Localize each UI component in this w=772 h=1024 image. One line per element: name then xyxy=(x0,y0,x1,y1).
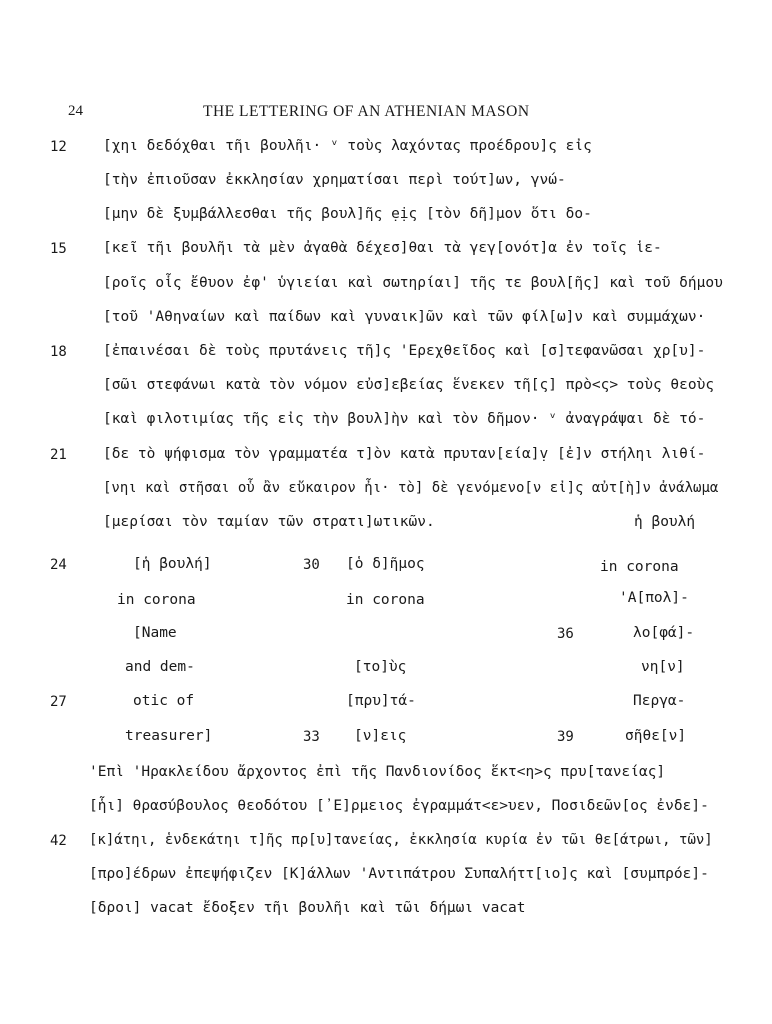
inscription-line: [καὶ φιλοτιμίας τῆς εἰς τὴν βουλ]ὴν καὶ τὸν δῆμον· ᵛ ἀναγράψαι δὲ τό- xyxy=(103,411,706,427)
crown-text: νη[ν] xyxy=(641,659,685,675)
crown-text: σῆθε[ν] xyxy=(625,728,687,744)
inscription-line: [δροι] vacat ἔδοξεν τῆι βουλῆι καὶ τῶι δήμωι vacat xyxy=(89,900,526,916)
closing-label: ἡ βουλή xyxy=(634,514,696,530)
line-number: 33 xyxy=(303,729,320,745)
crown-text: in corona xyxy=(117,592,196,608)
crown-text: [ν]εις xyxy=(354,728,407,744)
crown-text: [Name xyxy=(133,625,177,641)
page-number: 24 xyxy=(68,103,83,119)
inscription-line: [σῶι στεφάνωι κατὰ τὸν νόμον εὐσ]εβείας ἕνεκεν τῆ[ς] πρὸ<ς> τοὺς θεοὺς xyxy=(103,377,715,393)
crown-text: and dem- xyxy=(125,659,195,675)
inscription-line: [ἧι] θρασύβουλος θεοδότου [᾿Ε]ρμειος ἐγραμμάτ<ε>υεν, Ποσιδεῶν[ος ἐνδε]- xyxy=(89,798,709,814)
line-number: 36 xyxy=(557,626,574,642)
inscription-line: [μερίσαι τὸν ταμίαν τῶν στρατι]ωτικῶν. xyxy=(103,514,435,530)
line-number: 18 xyxy=(50,344,67,360)
line-number: 15 xyxy=(50,241,67,257)
inscription-line: [χηι δεδόχθαι τῆι βουλῆι· ᵛ τοὺς λαχόντας προέδρου]ς εἰς xyxy=(103,138,592,154)
crown-text: 'Α[πολ]- xyxy=(619,590,689,606)
line-number: 27 xyxy=(50,694,67,710)
inscription-line: [ροῖς οἷς ἔθυον ἐφ' ὑγιείαι καὶ σωτηρίαι] τῆς τε βουλ[ῆς] καὶ τοῦ δήμου xyxy=(103,275,723,291)
crown-text: λο[φά]- xyxy=(633,625,695,641)
inscription-line: [τὴν ἐπιοῦσαν ἐκκλησίαν χρηματίσαι περὶ τούτ]ων, γνώ- xyxy=(103,172,566,188)
line-number: 21 xyxy=(50,447,67,463)
inscription-line: 'Επὶ 'Ηρακλείδου ἄρχοντος ἐπὶ τῆς Πανδιονίδος ἕκτ<η>ς πρυ[τανείας] xyxy=(89,764,666,780)
crown-text: [πρυ]τά- xyxy=(346,693,416,709)
crown-text: Περγα- xyxy=(633,693,686,709)
crown-text: [ἡ βουλή] xyxy=(133,556,212,572)
page-header xyxy=(0,103,772,125)
crown-text: in corona xyxy=(600,559,679,575)
crown-text: [το]ὺς xyxy=(354,659,407,675)
inscription-line: [νηι καὶ στῆσαι οὗ ἂν εὔκαιρον ἦι· τὸ] δὲ γενόμενο[ν εἰ]ς αὐτ[ὴ]ν ἀνάλωμα xyxy=(103,480,719,496)
inscription-line: [κεῖ τῆι βουλῆι τὰ μὲν ἀγαθὰ δέχεσ]θαι τὰ γεγ[ονότ]α ἐν τοῖς ἱε- xyxy=(103,240,662,256)
crown-text: [ὁ δ]ῆμος xyxy=(346,556,425,572)
line-number: 39 xyxy=(557,729,574,745)
inscription-line: [δε τὸ ψήφισμα τὸν γραμματέα τ]ὸν κατὰ πρυταν[εία]ṿ [ἐ]ν στήληι λιθί- xyxy=(103,446,706,462)
line-number: 30 xyxy=(303,557,320,573)
line-number: 42 xyxy=(50,833,67,849)
line-number: 24 xyxy=(50,557,67,573)
line-number: 12 xyxy=(50,139,67,155)
crown-text: treasurer] xyxy=(125,728,213,744)
running-title: THE LETTERING OF AN ATHENIAN MASON xyxy=(203,103,530,120)
inscription-line: [μην δὲ ξυμβάλλεσθαι τῆς βουλ]ῆς ẹịς [τὸν δῆ]μον ὅτι δο- xyxy=(103,206,592,222)
crown-text: otic of xyxy=(133,693,195,709)
crown-text: in corona xyxy=(346,592,425,608)
inscription-line: [κ]άτηι, ἑνδεκάτηι τ]ῆς πρ[υ]τανείας, ἐκκλησία κυρία ἐν τῶι θε[άτρωι, τῶν] xyxy=(89,832,713,848)
inscription-line: [προ]έδρων ἐπεψήφιζεν [Κ]άλλων 'Αντιπάτρου Συπαλήττ[ιο]ς καὶ [συμπρόε]- xyxy=(89,866,709,882)
inscription-line: [ἐπαινέσαι δὲ τοὺς πρυτάνεις τῆ]ς 'Ερεχθεῖδος καὶ [σ]τεφανῶσαι χρ[υ]- xyxy=(103,343,706,359)
inscription-line: [τοῦ 'Αθηναίων καὶ παίδων καὶ γυναικ]ῶν καὶ τῶν φίλ[ω]ν καὶ συμμάχων· xyxy=(103,309,706,325)
